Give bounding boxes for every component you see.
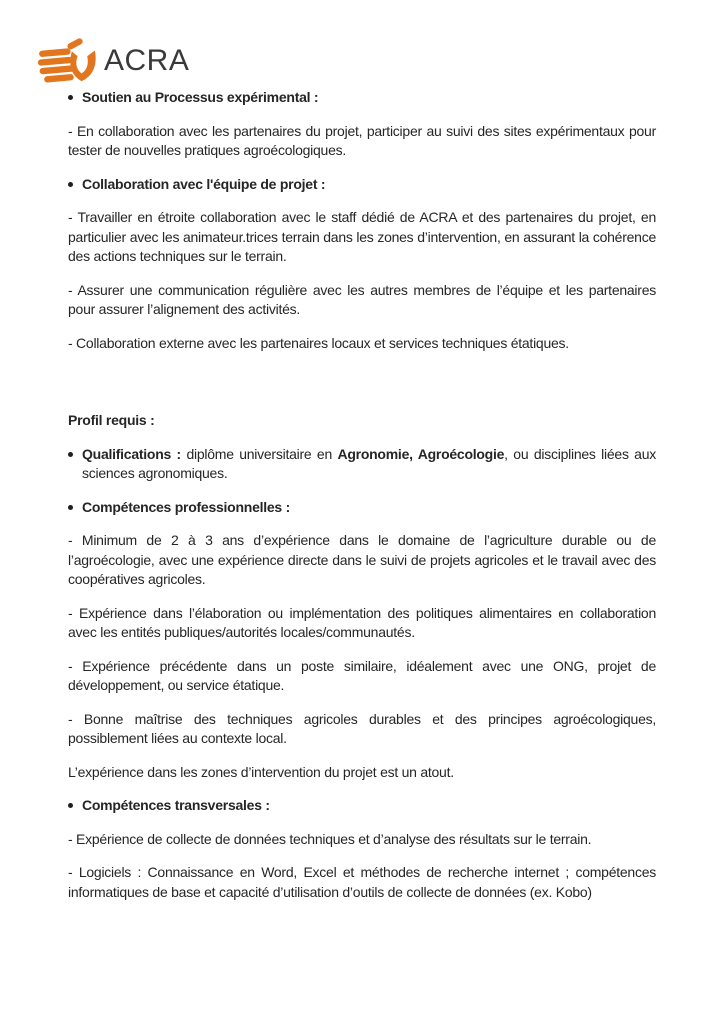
bullet-icon xyxy=(68,505,73,510)
paragraph: - En collaboration avec les partenaires du projet, participer au suivi des sites expérimentaux pour tester de nouvelles pratiques agroécologiques. xyxy=(68,122,656,158)
paragraph: - Minimum de 2 à 3 ans d’expérience dans le domaine de l’agriculture durable ou de l’agroécologie, avec une expérience directe dans le suivi de projets agricoles et le travail avec des coopératives agricoles. xyxy=(68,532,656,587)
bullet-icon xyxy=(68,452,73,457)
bullet-icon xyxy=(68,182,73,187)
section-heading: Profil requis : xyxy=(68,412,155,428)
paragraph: - Travailler en étroite collaboration avec le staff dédié de ACRA et des partenaires du projet, en particulier avec les animateur.trices terrain dans les zones d’intervention, en assurant la cohérence des actions techniques sur le terrain. xyxy=(68,209,656,264)
bullet-heading xyxy=(68,88,656,108)
paragraph: - Logiciels : Connaissance en Word, Excel et méthodes de recherche internet ; compétences informatiques de base et capacité d’utilisation d’outils de collecte de données (ex. Kobo) xyxy=(68,864,656,900)
bullet-heading xyxy=(68,796,656,816)
paragraph: - Expérience de collecte de données techniques et d’analyse des résultats sur le terrain. xyxy=(68,830,592,847)
bullet-heading-label: Soutien au Processus expérimental : xyxy=(82,89,319,105)
bullet-icon xyxy=(68,95,73,100)
bullet-icon xyxy=(68,803,73,808)
acra-logo xyxy=(38,38,656,84)
text-segment: diplôme universitaire en xyxy=(180,445,338,462)
acra-logo-icon xyxy=(38,38,100,84)
bullet-heading xyxy=(68,175,656,195)
paragraph: - Expérience précédente dans un poste similaire, idéalement avec une ONG, projet de développement, ou service étatique. xyxy=(68,657,656,693)
acra-wordmark: ACRA xyxy=(104,44,190,77)
paragraph: - Assurer une communication régulière avec les autres membres de l’équipe et les partenaires pour assurer l’alignement des activités. xyxy=(68,281,656,317)
bullet-heading-label: Compétences professionnelles : xyxy=(82,498,291,515)
paragraph: - Expérience dans l’élaboration ou implémentation des politiques alimentaires en collaboration avec les entités publiques/autorités locales/communautés. xyxy=(68,604,656,640)
bullet-heading-label: Compétences transversales : xyxy=(82,797,270,813)
paragraph: - Collaboration externe avec les partenaires locaux et services techniques étatiques. xyxy=(68,334,569,351)
bullet-paragraph xyxy=(68,445,656,484)
document-body xyxy=(68,88,656,902)
text-segment: Agronomie, Agroécologie xyxy=(337,445,505,462)
rich-paragraph-text xyxy=(82,445,656,484)
text-segment: , ou disciplines liées aux sciences agronomiques. xyxy=(82,445,656,481)
text-segment: Qualifications : xyxy=(82,445,181,462)
bullet-heading-label: Collaboration avec l'équipe de projet : xyxy=(82,175,326,192)
bullet-heading xyxy=(68,498,656,518)
paragraph: - Bonne maîtrise des techniques agricoles durables et des principes agroécologiques, possiblement liées au contexte local. xyxy=(68,710,656,746)
paragraph: L’expérience dans les zones d’intervention du projet est un atout. xyxy=(68,763,454,780)
